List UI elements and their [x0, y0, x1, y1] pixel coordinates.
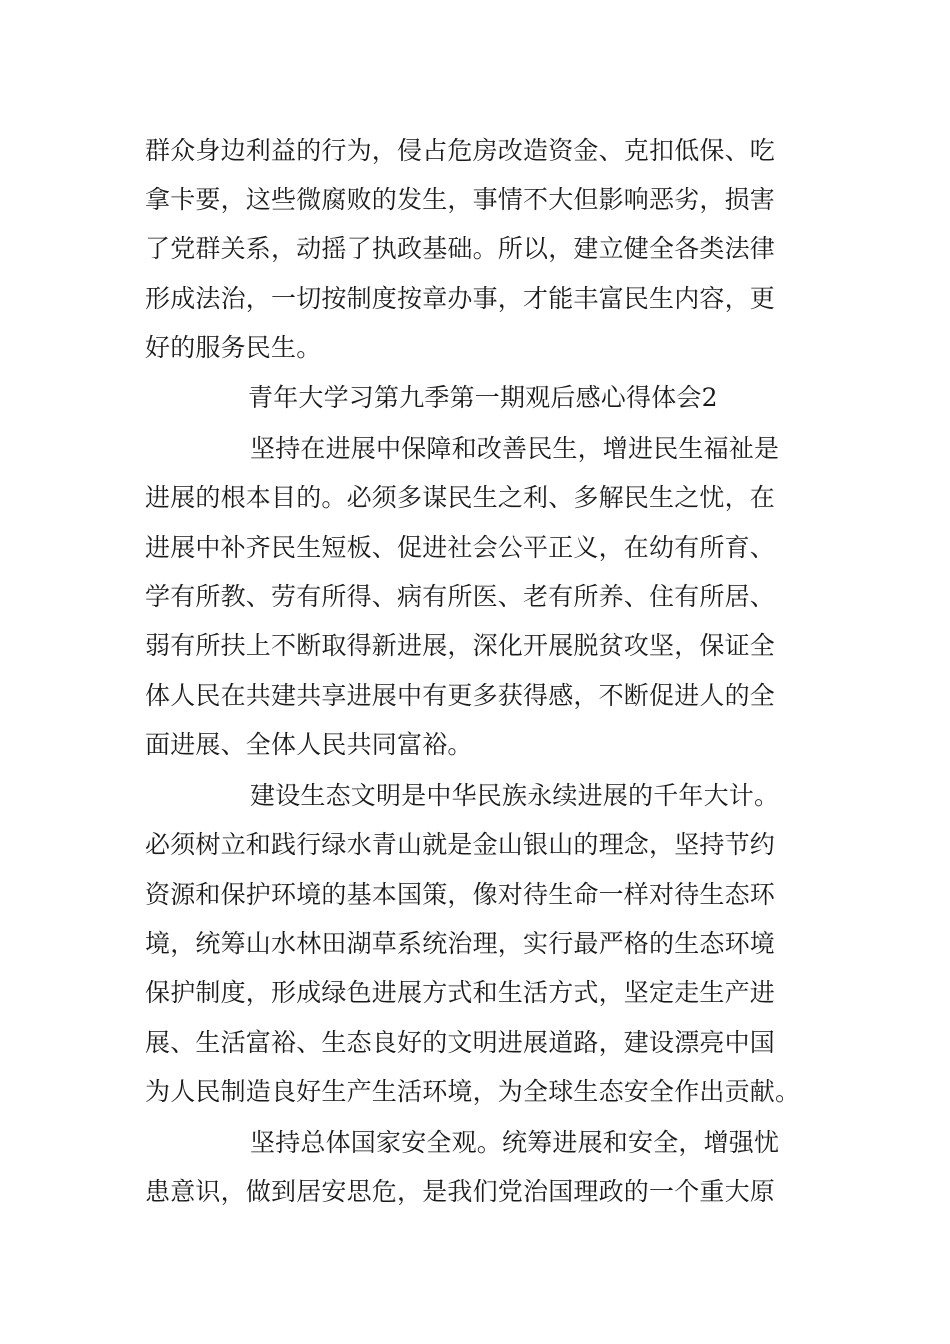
- text-line: 学有所教、劳有所得、病有所医、老有所养、住有所居、: [145, 582, 776, 611]
- text-line: 保护制度，形成绿色进展方式和生活方式，坚定走生产进: [145, 978, 776, 1007]
- text-line: 进展中补齐民生短板、促进社会公平正义，在幼有所育、: [145, 533, 776, 562]
- text-line: 患意识，做到居安思危，是我们党治国理政的一个重大原: [145, 1177, 776, 1206]
- text-line: 了党群关系，动摇了执政基础。所以，建立健全各类法律: [145, 234, 776, 263]
- text-line: 体人民在共建共享进展中有更多获得感，不断促进人的全: [145, 681, 776, 710]
- text-line: 好的服务民生。: [145, 333, 322, 362]
- text-line: 进展的根本目的。必须多谋民生之利、多解民生之忧，在: [145, 483, 776, 512]
- text-line: 资源和保护环境的基本国策，像对待生命一样对待生态环: [145, 880, 776, 909]
- text-line: 群众身边利益的行为，侵占危房改造资金、克扣低保、吃: [145, 136, 776, 165]
- text-line: 拿卡要，这些微腐败的发生，事情不大但影响恶劣，损害: [145, 185, 776, 214]
- text-line: 为人民制造良好生产生活环境，为全球生态安全作出贡献。: [145, 1077, 801, 1106]
- text-line: 坚持在进展中保障和改善民生，增进民生福祉是: [250, 434, 780, 463]
- text-line: 展、生活富裕、生态良好的文明进展道路，建设漂亮中国: [145, 1028, 776, 1057]
- text-line: 弱有所扶上不断取得新进展，深化开展脱贫攻坚，保证全: [145, 631, 776, 660]
- text-line: 形成法治，一切按制度按章办事，才能丰富民生内容，更: [145, 284, 776, 313]
- section-heading: 青年大学习第九季第一期观后感心得体会2: [248, 383, 718, 412]
- text-line: 坚持总体国家安全观。统筹进展和安全，增强忧: [250, 1128, 780, 1157]
- text-line: 必须树立和践行绿水青山就是金山银山的理念，坚持节约: [145, 830, 776, 859]
- text-line: 面进展、全体人民共同富裕。: [145, 730, 473, 759]
- text-line: 建设生态文明是中华民族永续进展的千年大计。: [250, 781, 780, 810]
- text-line: 境，统筹山水林田湖草系统治理，实行最严格的生态环境: [145, 929, 776, 958]
